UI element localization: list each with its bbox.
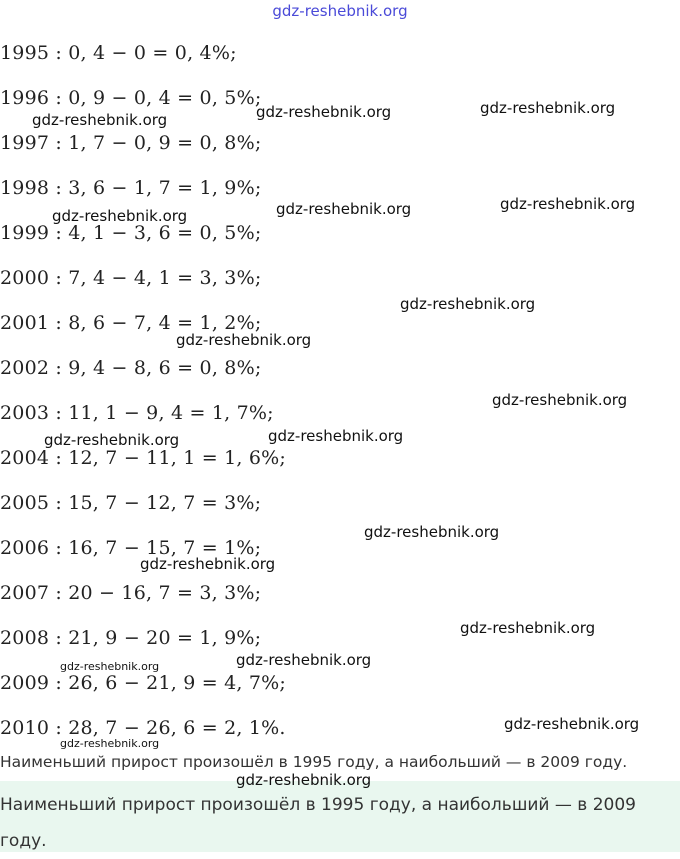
watermark: gdz-reshebnik.org (236, 651, 372, 669)
watermark: gdz-reshebnik.org (460, 619, 596, 637)
watermark: gdz-reshebnik.org (364, 523, 500, 541)
equation-1999: 1999 : 4, 1 − 3, 6 = 0, 5%; (0, 222, 262, 244)
watermark: gdz-reshebnik.org (176, 331, 312, 349)
highlighted-conclusion: Наименьший прирост произошёл в 1995 году, а наибольший — в 2009 году. (0, 795, 636, 851)
equation-2000: 2000 : 7, 4 − 4, 1 = 3, 3%; (0, 267, 262, 289)
equation-2004: 2004 : 12, 7 − 11, 1 = 1, 6%; (0, 447, 287, 469)
equation-2008: 2008 : 21, 9 − 20 = 1, 9%; (0, 627, 262, 649)
equation-1996: 1996 : 0, 9 − 0, 4 = 0, 5%; (0, 87, 262, 109)
equation-1995: 1995 : 0, 4 − 0 = 0, 4%; (0, 42, 237, 64)
watermark: gdz-reshebnik.org (60, 737, 160, 750)
site-link[interactable]: gdz-reshebnik.org (272, 2, 408, 20)
equation-2002: 2002 : 9, 4 − 8, 6 = 0, 8%; (0, 357, 262, 379)
watermark: gdz-reshebnik.org (44, 431, 180, 449)
watermark: gdz-reshebnik.org (500, 195, 636, 213)
watermark: gdz-reshebnik.org (60, 660, 160, 673)
equation-2005: 2005 : 15, 7 − 12, 7 = 3%; (0, 492, 262, 514)
equation-2001: 2001 : 8, 6 − 7, 4 = 1, 2%; (0, 312, 262, 334)
watermark: gdz-reshebnik.org (504, 715, 640, 733)
equation-1997: 1997 : 1, 7 − 0, 9 = 0, 8%; (0, 132, 262, 154)
equation-2007: 2007 : 20 − 16, 7 = 3, 3%; (0, 582, 262, 604)
watermark: gdz-reshebnik.org (52, 207, 188, 225)
watermark: gdz-reshebnik.org (140, 555, 276, 573)
watermark: gdz-reshebnik.org (492, 391, 628, 409)
watermark: gdz-reshebnik.org (256, 103, 392, 121)
watermark: gdz-reshebnik.org (268, 427, 404, 445)
watermark: gdz-reshebnik.org (276, 200, 412, 218)
equation-2010: 2010 : 28, 7 − 26, 6 = 2, 1%. (0, 717, 286, 739)
watermark: gdz-reshebnik.org (400, 295, 536, 313)
equation-2009: 2009 : 26, 6 − 21, 9 = 4, 7%; (0, 672, 287, 694)
equation-2006: 2006 : 16, 7 − 15, 7 = 1%; (0, 537, 262, 559)
watermark: gdz-reshebnik.org (32, 111, 168, 129)
watermark: gdz-reshebnik.org (480, 99, 616, 117)
equation-1998: 1998 : 3, 6 − 1, 7 = 1, 9%; (0, 177, 262, 199)
watermark: gdz-reshebnik.org (236, 771, 372, 789)
conclusion-text: Наименьший прирост произошёл в 1995 году, а наибольший — в 2009 году. (0, 753, 628, 771)
equation-2003: 2003 : 11, 1 − 9, 4 = 1, 7%; (0, 402, 274, 424)
